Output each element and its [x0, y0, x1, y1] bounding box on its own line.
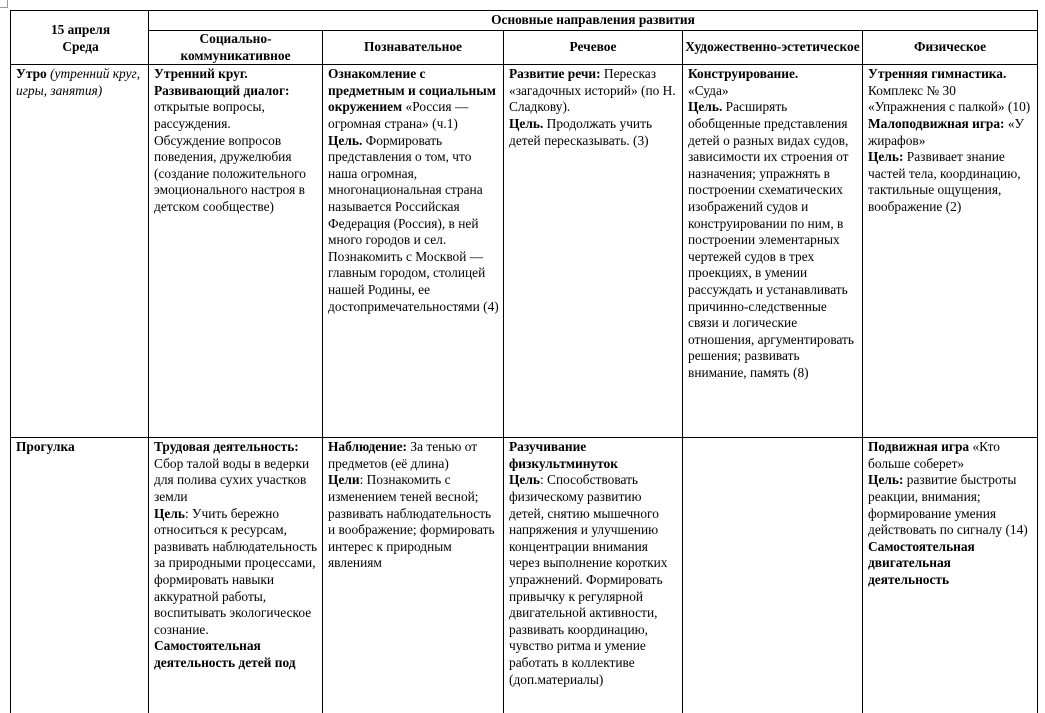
cell-text: развитие быстроты реакции, внимания; формирование умения действовать по сигналу (14)	[868, 472, 1028, 538]
cell-paragraph	[509, 439, 679, 472]
cell-paragraph	[328, 66, 500, 132]
bold-text: Цель:	[868, 472, 904, 488]
bold-text: Самостоятельная деятельность детей под	[154, 638, 296, 670]
bold-text: Малоподвижная игра:	[868, 115, 1005, 131]
cell-text: Расширять обобщенные представления детей о разных видах судов, зависимости их строения от назначения; упражнять в построении схематических изображений судов и конструировании по ним, в построении элементарных чертежей судов в трех проекциях, в умении рассуждать и устанавливать причинно-следственные связи и логические отношения, аргументировать решения; развивать внимание, память (8)	[688, 99, 855, 380]
cell-speech	[504, 65, 683, 438]
cell-text: Пересказ «загадочных историй» (по Н. Сладкову).	[509, 66, 676, 115]
cell-paragraph	[688, 99, 859, 381]
cell-paragraph	[509, 472, 679, 688]
bold-text: Утро	[16, 66, 51, 82]
cell-paragraph	[688, 66, 859, 83]
cell-text: : Учить бережно относиться к ресурсам, развивать наблюдательность за природными процессами, формировать навыки аккуратной работы, воспитывать экологическое сознание.	[154, 505, 318, 637]
table-row-walk	[11, 438, 1038, 713]
cell-paragraph	[868, 472, 1034, 538]
cell-text: Сбор талой воды в ведерки для полива сухих участков земли	[154, 455, 310, 504]
cell-text: : Способствовать физическому развитию детей, снятию мышечного напряжения и улучшению концентрации внимания через выполнение коротких упражнений. Формировать привычку к регулярной двигательной активности, развивать координацию, чувство ритма и умение работать в коллективе (доп.материалы)	[509, 472, 668, 687]
cell-text: открытые вопросы, рассуждения.	[154, 99, 265, 131]
column-header-text: Речевое	[569, 39, 617, 55]
column-header-cognitive	[323, 31, 504, 65]
cell-speech	[504, 438, 683, 713]
row-label-cell	[11, 438, 149, 713]
bold-text: Цель:	[868, 149, 904, 165]
plan-table	[10, 10, 1038, 713]
cell-text: «Суда»	[688, 82, 729, 98]
cell-social	[149, 65, 323, 438]
bold-text: Трудовая деятельность:	[154, 439, 299, 455]
header-row-columns	[11, 31, 1038, 65]
group-header-cell	[149, 11, 1038, 31]
bold-text: Развитие речи:	[509, 66, 601, 82]
date-cell	[11, 11, 149, 65]
cell-text: Формировать представления о том, что наша огромная, многонациональная страна называется Российская Федерация (Россия), в ней много городов и сел. Познакомить с Москвой — главным городом, столицей нашей Родины, ее достопримечательностями (4)	[328, 132, 499, 314]
cell-art	[683, 65, 863, 438]
cell-text: «Кто больше соберет»	[868, 439, 1000, 471]
cell-paragraph	[688, 83, 859, 100]
cell-paragraph	[154, 66, 319, 83]
row-label	[16, 439, 145, 456]
cell-paragraph	[868, 116, 1034, 149]
cell-text: За тенью от предметов (её длина)	[328, 439, 478, 471]
bold-text: Цель.	[688, 99, 723, 115]
cell-paragraph	[154, 439, 319, 505]
cell-text: Развивает знание частей тела, координацию, тактильные ощущения, воображение (2)	[868, 149, 1021, 214]
column-header-social	[149, 31, 323, 65]
cell-paragraph	[328, 439, 500, 472]
cell-art	[683, 438, 863, 713]
header-row-group	[11, 11, 1038, 31]
cell-paragraph	[868, 539, 1034, 589]
column-header-speech	[504, 31, 683, 65]
cell-paragraph	[868, 439, 1034, 472]
cell-paragraph	[154, 638, 319, 671]
bold-text: Цель	[509, 472, 540, 488]
bold-text: Утренний круг.	[154, 66, 248, 82]
column-header-text: Познавательное	[364, 39, 462, 55]
italic-text: (утренний круг, игры, занятия)	[16, 66, 141, 98]
bold-text: Цель.	[328, 132, 363, 148]
column-header-text: Художественно-эстетическое	[685, 39, 860, 55]
column-header-art	[683, 31, 863, 65]
weekday-text: Среда	[62, 38, 99, 54]
cell-paragraph	[868, 66, 1034, 116]
cell-text: Обсуждение вопросов поведения, дружелюбия (создание положительного эмоционального настроя в детском сообществе)	[154, 132, 306, 214]
bold-text: Разучивание физкультминуток	[509, 439, 618, 471]
table-row-morning	[11, 65, 1038, 438]
cell-paragraph	[509, 66, 679, 116]
bold-text: Цель.	[509, 115, 544, 131]
cell-paragraph	[328, 472, 500, 572]
table-move-handle[interactable]	[0, 0, 8, 8]
cell-cognitive	[323, 438, 504, 713]
bold-text: Развивающий диалог:	[154, 82, 290, 98]
bold-text: Наблюдение:	[328, 439, 408, 455]
cell-physical	[863, 65, 1038, 438]
cell-text: Продолжать учить детей пересказывать. (3)	[509, 115, 653, 148]
cell-paragraph	[154, 133, 319, 216]
bold-text: Утренняя гимнастика.	[868, 66, 1007, 82]
bold-text: Ознакомление с предметным и социальным окружением	[328, 66, 496, 115]
bold-text: Цель	[154, 505, 185, 521]
column-header-text: Физическое	[913, 39, 987, 55]
column-header-text: Социально-коммуникативное	[180, 31, 291, 63]
cell-paragraph	[154, 83, 319, 133]
cell-paragraph	[509, 116, 679, 149]
cell-text: «У жирафов»	[868, 115, 1025, 148]
column-header-physical	[863, 31, 1038, 65]
cell-cognitive	[323, 65, 504, 438]
bold-text: Прогулка	[16, 439, 75, 455]
bold-text: Самостоятельная двигательная деятельность	[868, 538, 975, 587]
bold-text: Конструирование.	[688, 66, 799, 82]
bold-text: Подвижная игра	[868, 439, 970, 455]
row-label	[16, 66, 145, 99]
cell-text: Комплекс № 30 «Упражнения с палкой» (10)	[868, 82, 1031, 115]
cell-text: «Россия — огромная страна» (ч.1)	[328, 99, 469, 131]
cell-paragraph	[868, 149, 1034, 215]
date-text: 15 апреля	[50, 22, 111, 37]
cell-social	[149, 438, 323, 713]
bold-text: Цели	[328, 472, 360, 488]
cell-paragraph	[328, 133, 500, 316]
group-header-text: Основные направления развития	[491, 12, 695, 28]
cell-text: : Познакомить с изменением теней весной; развивать наблюдательность и воображение; формировать интерес к природным явлениям	[328, 472, 495, 571]
cell-paragraph	[154, 506, 319, 639]
cell-physical	[863, 438, 1038, 713]
row-label-cell	[11, 65, 149, 438]
